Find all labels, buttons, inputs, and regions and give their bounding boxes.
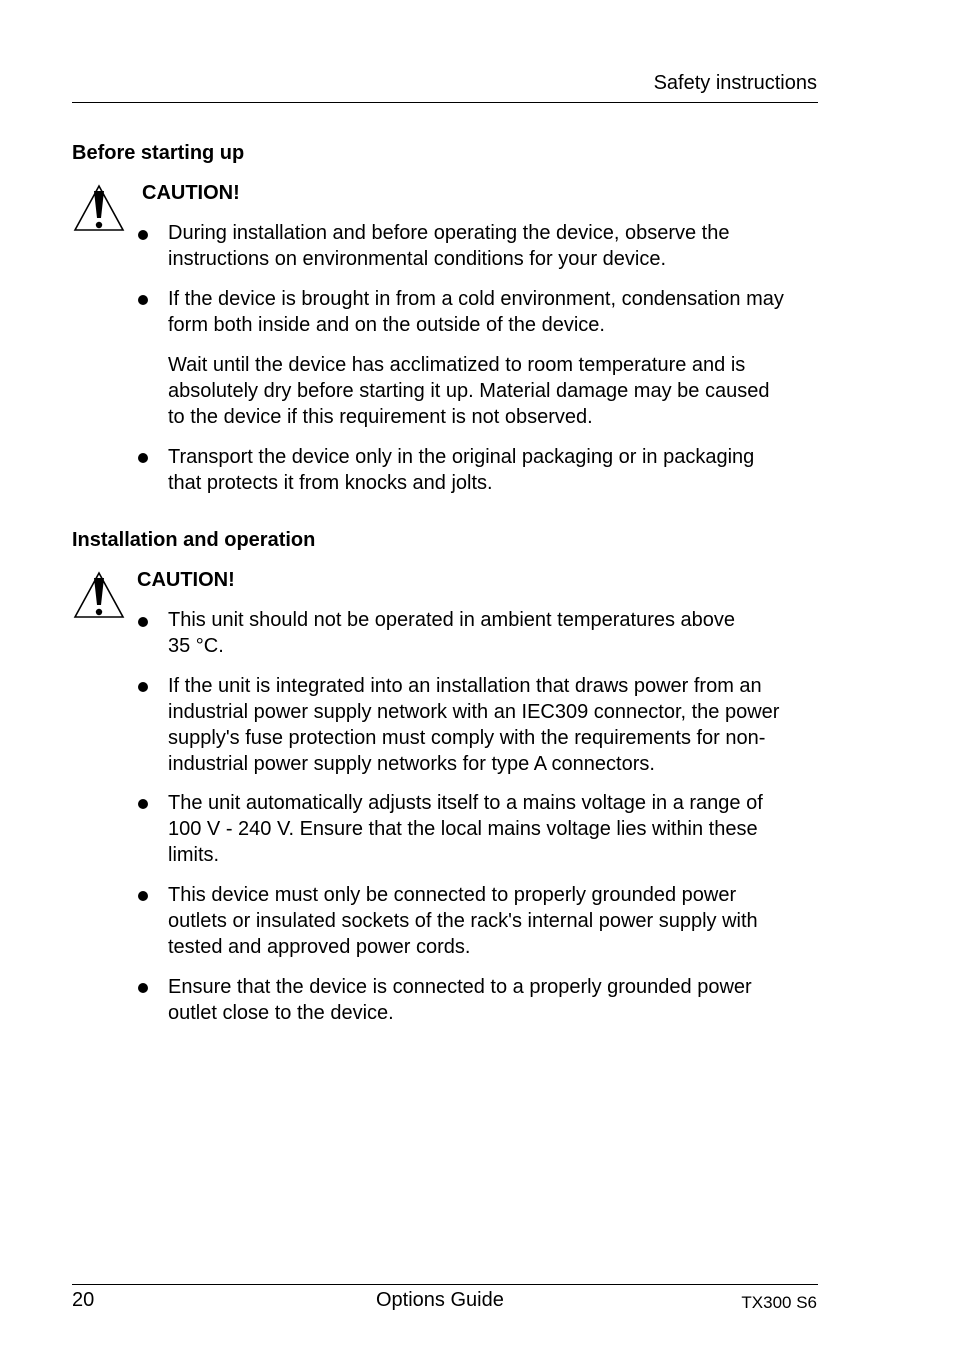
- bullet: [138, 983, 148, 993]
- page-number: 20: [72, 1289, 95, 1311]
- caution-warning-icon: [72, 183, 126, 233]
- instruction-paragraph: The unit automatically adjusts itself to a mains voltage in a range of 100 V - 240 V. Ensure that the local mains voltage lies within these limits.: [168, 792, 763, 866]
- instruction-paragraph: During installation and before operating the device, observe the instructions on environmental conditions for your device.: [168, 222, 730, 270]
- instruction-paragraph: Wait until the device has acclimatized to room temperature and is absolutely dry before starting it up. Material damage may be caused to the device if this requirement is not observed.: [168, 354, 770, 428]
- bullet: [138, 295, 148, 305]
- bullet: [138, 799, 148, 809]
- bullet: [138, 682, 148, 692]
- caution-warning-icon: [72, 570, 126, 620]
- instruction-paragraph: This device must only be connected to properly grounded power outlets or insulated sockets of the rack's internal power supply with tested and approved power cords.: [168, 884, 758, 958]
- instruction-paragraph: Transport the device only in the original packaging or in packaging that protects it from knocks and jolts.: [168, 446, 755, 494]
- caution-label: CAUTION!: [137, 569, 235, 591]
- bullet: [138, 617, 148, 627]
- model-name: TX300 S6: [741, 1293, 817, 1312]
- instruction-paragraph: This unit should not be operated in ambient temperatures above 35 °C.: [168, 609, 736, 657]
- instruction-paragraph: If the unit is integrated into an installation that draws power from an industrial power supply network with an IEC309 connector, the power supply's fuse protection must comply with the requirements for non- industrial power supply networks for type A connectors.: [168, 675, 780, 775]
- header-rule: [72, 102, 818, 103]
- instruction-paragraph: If the device is brought in from a cold environment, condensation may form both inside and on the outside of the device.: [168, 288, 784, 336]
- running-header: Safety instructions: [653, 72, 817, 94]
- bullet: [138, 891, 148, 901]
- bullet: [138, 453, 148, 463]
- footer-rule: [72, 1284, 818, 1285]
- section-heading-before-starting-up: Before starting up: [72, 142, 245, 164]
- bullet: [138, 230, 148, 240]
- instruction-paragraph: Ensure that the device is connected to a properly grounded power outlet close to the device.: [168, 976, 752, 1024]
- section-heading-installation-and-operation: Installation and operation: [72, 529, 316, 551]
- book-title: Options Guide: [376, 1289, 504, 1311]
- caution-label: CAUTION!: [142, 182, 240, 204]
